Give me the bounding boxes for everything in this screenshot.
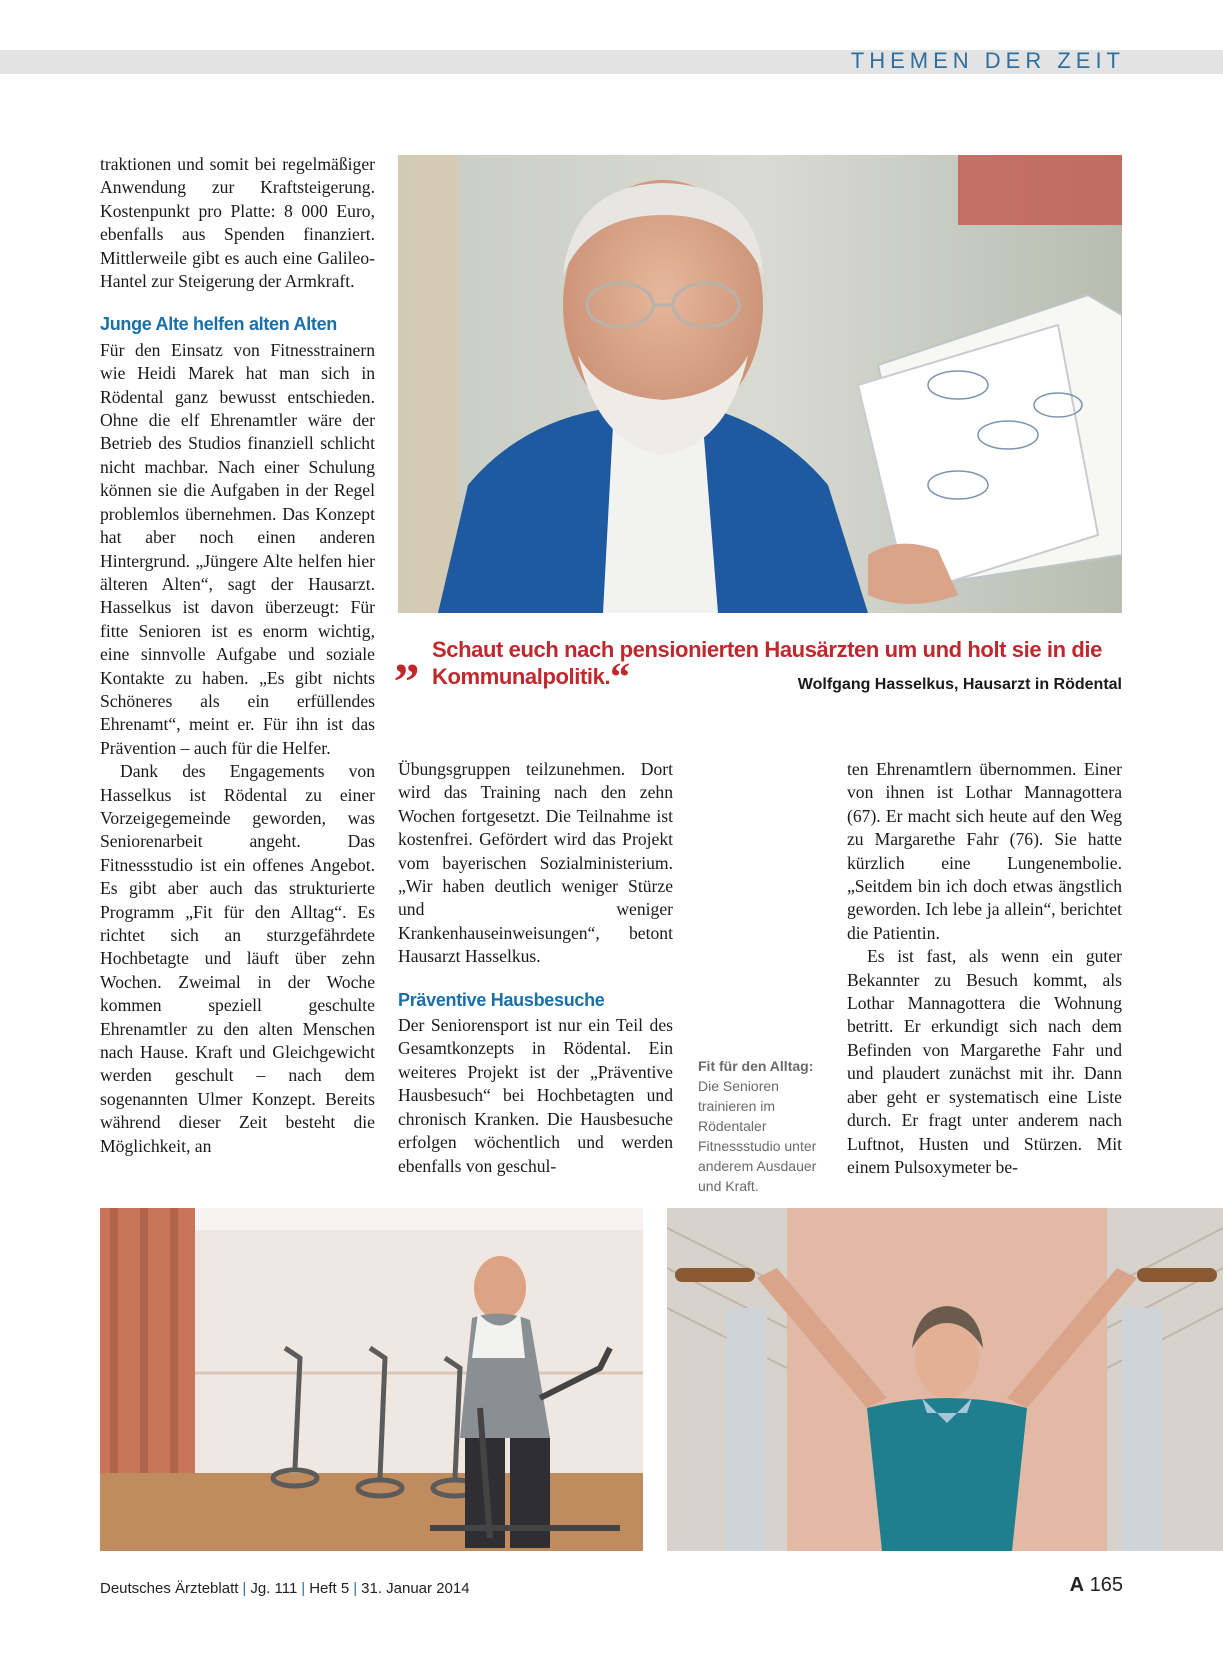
- volume: Jg. 111: [250, 1580, 298, 1597]
- quote-open-mark: „: [394, 627, 420, 684]
- date: 31. Januar 2014: [361, 1580, 470, 1597]
- caption-title: Fit für den Alltag:: [698, 1058, 814, 1074]
- pull-quote: [394, 627, 1122, 699]
- quote-author: Wolfgang Hasselkus, Hausarzt in Rödental: [797, 676, 1122, 693]
- issue: Heft 5: [309, 1580, 350, 1597]
- footer-citation: Deutsches Ärzteblatt | Jg. 111 | Heft 5 | 31. Januar 2014: [100, 1580, 470, 1597]
- paragraph: Der Seniorensport ist nur ein Teil des Gesamtkonzepts in Rödental. Ein weiteres Projekt ist der „Präventive Hausbesuch“ bei Hochbetagten und chronisch Kranken. Die Hausbesuche erfolgen wöchentlich und werden ebenfalls von geschul-: [398, 1015, 673, 1176]
- paragraph: Dank des Engagements von Hasselkus ist Rödental zu einer Vorzeigegemeinde geworden, was Seniorenarbeit angeht. Das Fitnessstudio ist ein offenes Angebot. Es gibt aber auch das strukturierte Programm „Fit für den Alltag“. Es richtet sich an sturzgefährdete Hochbetagte und läuft über zehn Wochen. Zweimal in der Woche kommen speziell geschulte Ehrenamtler zu den alten Menschen nach Hause. Kraft und Gleichgewicht werden geschult – nach dem sogenannten Ulmer Konzept. Bereits während dieser Zeit besteht die Möglichkeit, an: [100, 761, 375, 1156]
- article-column-2: [398, 758, 673, 1178]
- page-prefix: A: [1069, 1574, 1085, 1596]
- paragraph: traktionen und somit bei regelmäßiger Anwendung zur Kraftsteigerung. Kostenpunkt pro Platte: 8 000 Euro, ebenfalls aus Spenden finanziert. Mittlerweile gibt es auch eine Galileo-Hantel zur Steigerung der Armkraft.: [100, 154, 375, 292]
- photo-caption: [698, 1056, 828, 1196]
- page-number-value: 165: [1089, 1574, 1123, 1596]
- article-column-1: [100, 153, 375, 1158]
- journal-name: Deutsches Ärzteblatt: [100, 1580, 239, 1597]
- page-number: [1070, 1574, 1123, 1597]
- paragraph: Es ist fast, als wenn ein guter Bekannter zu Besuch kommt, als Lothar Mannagottera die Wohnung betritt. Er erkundigt sich nach dem Befinden von Margarethe Fahr und und plaudert zunächst mit ihr. Dann aber geht er systematisch eine Liste durch. Er fragt unter anderem nach Luftnot, Husten und Stürzen. Mit einem Pulsoxymeter be-: [847, 946, 1122, 1177]
- paragraph: ten Ehrenamtlern übernommen. Einer von ihnen ist Lothar Mannagottera (67). Er macht sich heute auf den Weg zu Margarethe Fahr (76). Sie hatte kürzlich eine Lungenembolie. „Seitdem bin ich doch etwas ängstlich geworden. Ich lebe ja allein“, berichtet die Patientin.: [847, 759, 1122, 943]
- quote-text: Schaut euch nach pensionierten Hausärzten um und holt sie in die Kommunalpolitik.: [432, 637, 1102, 689]
- paragraph: Für den Einsatz von Fitnesstrainern wie Heidi Marek hat man sich in Rödental ganz bewusst entschieden. Ohne die elf Ehrenamtler wäre der Betrieb des Studios finanziell schlicht nicht machbar. Nach einer Schulung können sie die Aufgaben in der Regel problemlos übernehmen. Das Konzept hat aber noch einen anderen Hintergrund. „Jüngere Alte helfen hier älteren Alten“, sagt der Hausarzt. Hasselkus ist davon überzeugt: Für fitte Senioren ist es enorm wichtig, eine sinnvolle Aufgabe und soziale Kontakte zu haben. „Es gibt nichts Schöneres als ein erfüllendes Ehrenamt“, meint er. Für ihn ist das Prävention – auch für die Helfer.: [100, 339, 375, 758]
- quote-close-mark: “: [610, 654, 630, 699]
- portrait-photo: [398, 155, 1122, 613]
- section-title: THEMEN DER ZEIT: [850, 48, 1125, 73]
- subheading: Junge Alte helfen alten Alten: [100, 314, 337, 335]
- caption-text: Die Senioren trainieren im Rödentaler Fitnessstudio unter anderem Ausdauer und Kraft.: [698, 1078, 817, 1194]
- paragraph: Übungsgruppen teilzunehmen. Dort wird das Training nach den zehn Wochen fortgesetzt. Die Teilnahme ist kostenfrei. Gefördert wird das Projekt vom bayerischen Sozialministerium. „Wir haben deutlich weniger Stürze und weniger Krankenhauseinweisungen“, betont Hausarzt Hasselkus.: [398, 759, 673, 967]
- exercise-photo: [667, 1208, 1223, 1551]
- article-column-3: [847, 758, 1122, 1179]
- subheading: Präventive Hausbesuche: [398, 989, 605, 1010]
- gym-photo: [100, 1208, 643, 1551]
